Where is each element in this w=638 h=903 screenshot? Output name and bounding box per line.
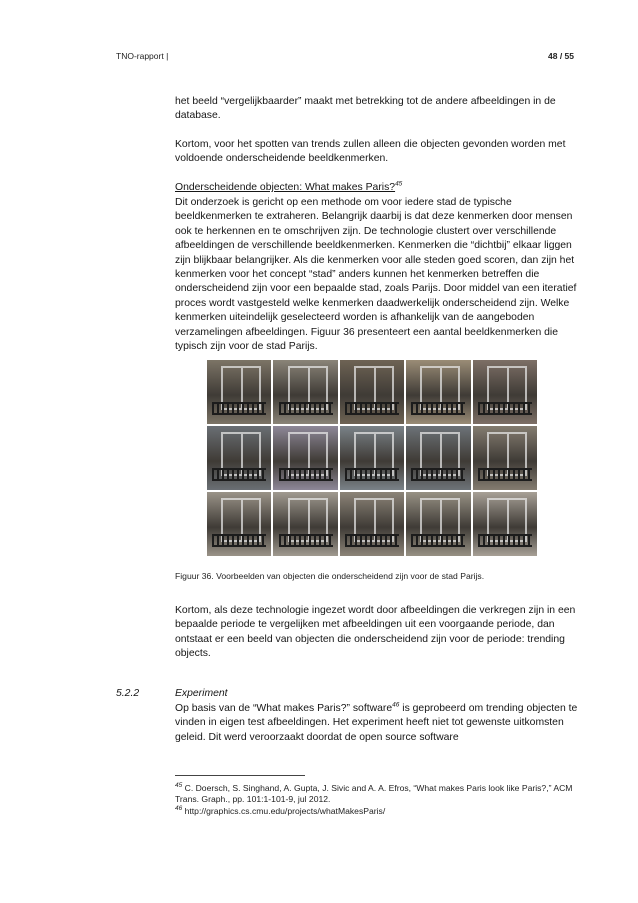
footnote-45-number: 45 [175, 782, 183, 790]
paragraph-experiment [175, 702, 580, 745]
figure-tile [207, 492, 271, 556]
balcony-railing-shape [411, 402, 465, 415]
figure-tile [473, 360, 537, 424]
balcony-railing-shape [345, 534, 399, 547]
section-number: 5.2.2 [116, 688, 140, 699]
section-title: Experiment [175, 688, 228, 699]
balcony-railing-shape [279, 534, 333, 547]
footnote-45-text: C. Doersch, S. Singhand, A. Gupta, J. Sivic and A. A. Efros, “What makes Paris look like Paris?,” ACM Trans. Graph., pp. 101:1-101-9, jul 2012. [175, 783, 573, 804]
balcony-railing-shape [478, 534, 532, 547]
figure-caption: Figuur 36. Voorbeelden van objecten die onderscheidend zijn voor de stad Parijs. [175, 571, 485, 581]
figure-tile [340, 360, 404, 424]
balcony-railing-shape [212, 468, 266, 481]
figure-tile [406, 426, 470, 490]
footnote-45 [175, 783, 580, 805]
balcony-railing-shape [411, 534, 465, 547]
paragraph-summary: Kortom, voor het spotten van trends zullen alleen die objecten gevonden worden met voldoende onderscheidende beeldkenmerken. [175, 139, 566, 165]
figure-tile [406, 360, 470, 424]
figure-tile [473, 426, 537, 490]
balcony-railing-shape [411, 468, 465, 481]
paragraph-conclusion: Kortom, als deze technologie ingezet wordt door afbeeldingen die verkregen zijn in een bepaalde periode te vergelijken met afbeeldingen uit een voorgaande periode, dan ontstaat er een beeld van objecten die onderscheidend zijn voor de periode: trending objects. [175, 605, 576, 660]
experiment-text-end: is geprobeerd om trending objecten te vinden in eigen test afbeeldingen. Het experiment heeft niet tot gewenste uitkomsten geleid. Dit werd veroorzaakt doordat de open source software [175, 703, 578, 743]
subheading-text: Onderscheidende objecten: What makes Paris? [175, 182, 396, 193]
figure-tile [273, 426, 337, 490]
figure-tile [207, 426, 271, 490]
figure-tile [207, 360, 271, 424]
footnote-ref-45: 45 [395, 180, 403, 188]
balcony-railing-shape [212, 534, 266, 547]
paragraph-method: Dit onderzoek is gericht op een methode om voor iedere stad de typische beeldkenmerken te extraheren. Belangrijk daarbij is dat deze kenmerken door mensen ook te herkennen en te omschrijven zijn. De technologie clustert over verschillende afbeeldingen de verschillende beeldkenmerken. Kenmerken die “dichtbij” elkaar liggen zijn blijkbaar belangrijker. Als die kenmerken voor alle steden goed scoren, dan zijn het kenmerken voor het concept “stad” anders kunnen het kenmerken betreffen die onderscheidend zijn voor een bepaalde stad, zoals Parijs. Door middel van een iteratief proces wordt vastgesteld welke kenmerken daadwerkelijk onderscheidend zijn. Welke kenmerken uiteindelijk geselecteerd worden is afhankelijk van de aangeboden verzamelingen afbeeldingen. Figuur 36 presenteert een aantal beeldkenmerken die typisch zijn voor de stad Parijs. [175, 197, 577, 353]
paragraph-database: het beeld “vergelijkbaarder” maakt met betrekking tot de andere afbeeldingen in de database. [175, 96, 556, 122]
balcony-railing-shape [345, 402, 399, 415]
balcony-railing-shape [212, 402, 266, 415]
balcony-railing-shape [279, 402, 333, 415]
figure-tile [273, 360, 337, 424]
figure-paris-image-grid [207, 360, 537, 556]
balcony-railing-shape [345, 468, 399, 481]
footnote-46-text: http://graphics.cs.cmu.edu/projects/whatMakesParis/ [182, 806, 386, 816]
header-report-label: TNO-rapport | [116, 51, 169, 61]
figure-tile [340, 492, 404, 556]
footnote-46-number: 46 [175, 805, 183, 813]
figure-tile [406, 492, 470, 556]
balcony-railing-shape [478, 402, 532, 415]
figure-tile [273, 492, 337, 556]
figure-tile [340, 426, 404, 490]
balcony-railing-shape [478, 468, 532, 481]
balcony-railing-shape [279, 468, 333, 481]
footnote-ref-46: 46 [392, 701, 400, 709]
footnote-46 [175, 806, 580, 817]
figure-tile [473, 492, 537, 556]
experiment-text-start: Op basis van de “What makes Paris?” software [175, 703, 393, 714]
subheading-what-makes-paris [175, 181, 580, 195]
footnote-separator [175, 775, 305, 776]
page-number: 48 / 55 [548, 51, 574, 61]
